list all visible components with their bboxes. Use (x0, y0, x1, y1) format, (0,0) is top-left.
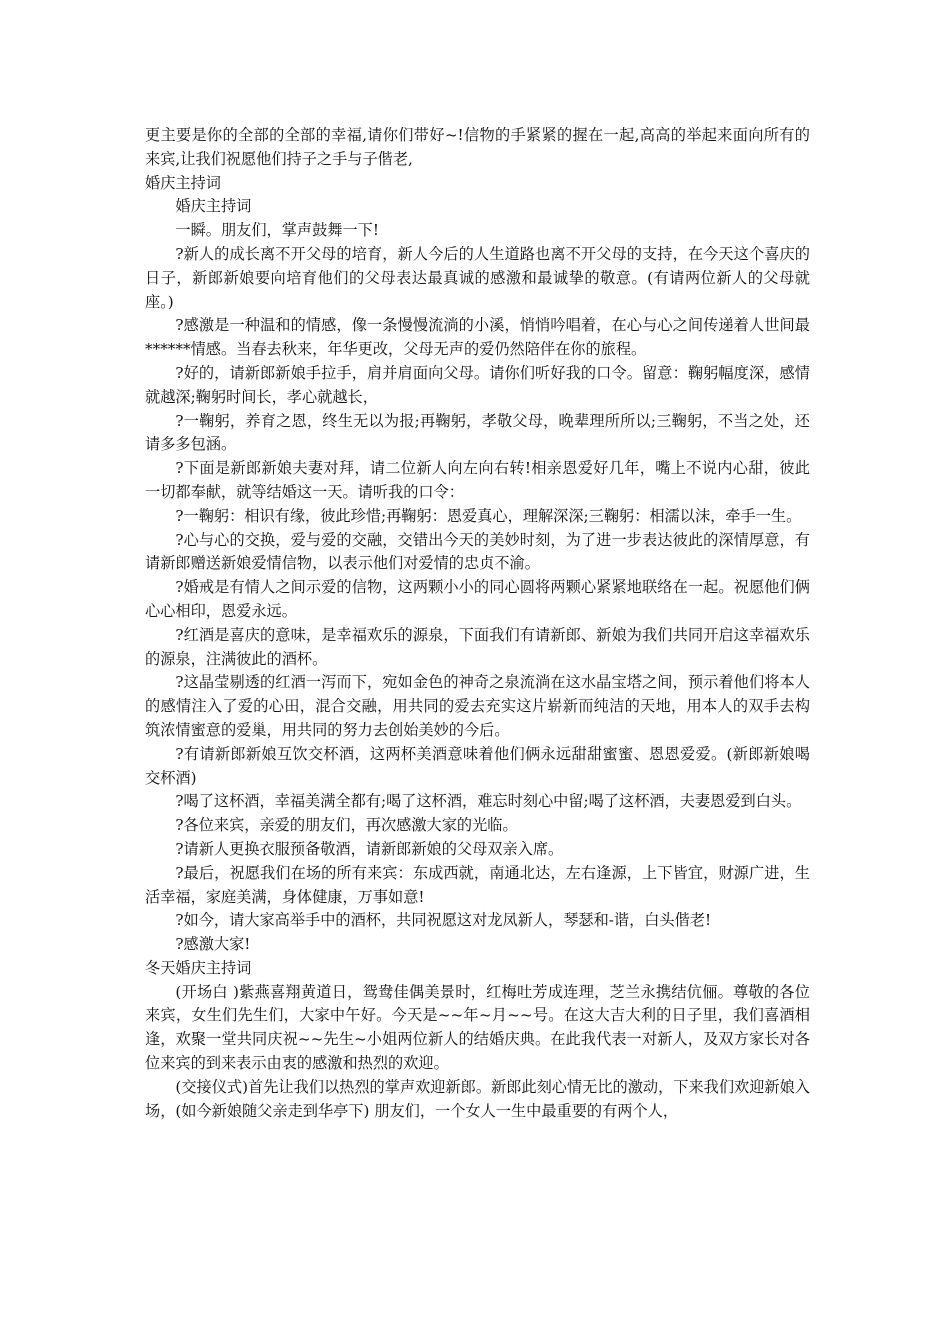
section-heading-winter-wedding-host: 冬天婚庆主持词 (145, 958, 252, 977)
paragraph: ?这晶莹剔透的红酒一泻而下，宛如金色的神奇之泉流淌在这水晶宝塔之间，预示着他们将本人的感情注入了爱的心田，混合交融，用共同的爱去充实这片崭新而纯洁的天地，用本人的双手去构筑浓情蜜意的爱巢，用共同的努力去创始美妙的今后。 (145, 673, 810, 739)
paragraph: ?婚戒是有情人之间示爱的信物，这两颗小小的同心圆将两颗心紧紧地联络在一起。祝愿他们俩心心相印，恩爱永远。 (145, 578, 810, 620)
paragraph: ?如今，请大家高举手中的酒杯，共同祝愿这对龙凤新人，琴瑟和-谐，白头偕老! (175, 911, 712, 930)
paragraph: ?各位来宾，亲爱的朋友们，再次感激大家的光临。 (175, 816, 518, 835)
paragraph: ?喝了这杯酒，幸福美满全都有;喝了这杯酒，难忘时刻心中留;喝了这杯酒，夫妻恩爱到白头。 (175, 792, 802, 811)
paragraph: ?心与心的交换，爱与爱的交融，交错出今天的美妙时刻，为了进一步表达彼此的深情厚意，有请新郎赠送新娘爱情信物，以表示他们对爱情的忠贞不渝。 (145, 530, 810, 573)
paragraph: ?感激大家! (175, 935, 251, 954)
paragraph: ?感激是一种温和的情感，像一条慢慢流淌的小溪，悄悄吟唱着，在心与心之间传递着人世间最******情感。当春去秋来，年华更改，父母无声的爱仍然陪伴在你的旅程。 (145, 316, 810, 359)
paragraph: ?请新人更换衣服预备敬酒，请新郎新娘的父母双亲入席。 (175, 839, 564, 858)
paragraph: ?新人的成长离不开父母的培育，新人今后的人生道路也离不开父母的支持，在今天这个喜庆的日子，新郎新娘要向培育他们的父母表达最真诚的感激和最诚挚的敬意。(有请两位新人的父母就座。) (145, 244, 810, 311)
paragraph: ?一鞠躬：相识有缘，彼此珍惜;再鞠躬：恩爱真心，理解深深;三鞠躬：相濡以沫，牵手一生。 (175, 506, 802, 525)
section-heading-wedding-host: 婚庆主持词 (145, 173, 221, 192)
paragraph: ?下面是新郎新娘夫妻对拜，请二位新人向左向右转!相亲恩爱好几年，嘴上不说内心甜，彼此一切都奉献，就等结婚这一天。请听我的口令： (145, 459, 810, 501)
section-subheading-wedding-host: 婚庆主持词 (175, 197, 252, 216)
paragraph: ?最后，祝愿我们在场的所有来宾：东成西就，南通北达，左右逢源，上下皆宜，财源广进，生活幸福，家庭美满，身体健康，万事如意! (145, 863, 810, 906)
paragraph: (交接仪式)首先让我们以热烈的掌声欢迎新郎。新郎此刻心情无比的激动，下来我们欢迎新娘入场，(如今新娘随父亲走到华亭下) 朋友们，一个女人一生中最重要的有两个人， (145, 1077, 810, 1120)
paragraph: ?红酒是喜庆的意味，是幸福欢乐的源泉，下面我们有请新郎、新娘为我们共同开启这幸福欢乐的源泉，注满彼此的酒杯。 (145, 625, 810, 668)
intro-paragraph: 更主要是你的全部的全部的幸福,请你们带好~!信物的手紧紧的握在一起,高高的举起来面向所有的来宾,让我们祝愿他们持子之手与子偕老, (145, 126, 810, 168)
section-wedding-host-body (145, 219, 810, 957)
paragraph: 一瞬。朋友们，掌声鼓舞一下! (175, 221, 379, 240)
paragraph: ?有请新郎新娘互饮交杯酒，这两杯美酒意味着他们俩永远甜甜蜜蜜、恩恩爱爱。(新郎新娘喝交杯酒) (145, 744, 810, 787)
section-winter-wedding-host-body (145, 981, 810, 1124)
paragraph: ?一鞠躬，养育之恩，终生无以为报;再鞠躬，孝敬父母，晚辈理所所以;三鞠躬，不当之处，还请多多包涵。 (145, 411, 810, 454)
document-page (145, 124, 810, 1123)
paragraph: ?好的，请新郎新娘手拉手，肩并肩面向父母。请你们听好我的口令。留意：鞠躬幅度深，感情就越深;鞠躬时间长，孝心就越长， (145, 363, 810, 406)
paragraph: (开场白 )紫燕喜翔黄道日，鸳鸯佳偶美景时，红梅吐芳成连理，芝兰永携结伉俪。尊敬的各位来宾，女生们先生们，大家中午好。今天是~~年~月~~号。在这大吉大利的日子里，我们喜酒相逢，欢聚一堂共同庆祝~~先生~小姐两位新人的结婚庆典。在此我代表一对新人，及双方家长对各位来宾的到来表示由衷的感激和热烈的欢迎。 (145, 982, 810, 1073)
